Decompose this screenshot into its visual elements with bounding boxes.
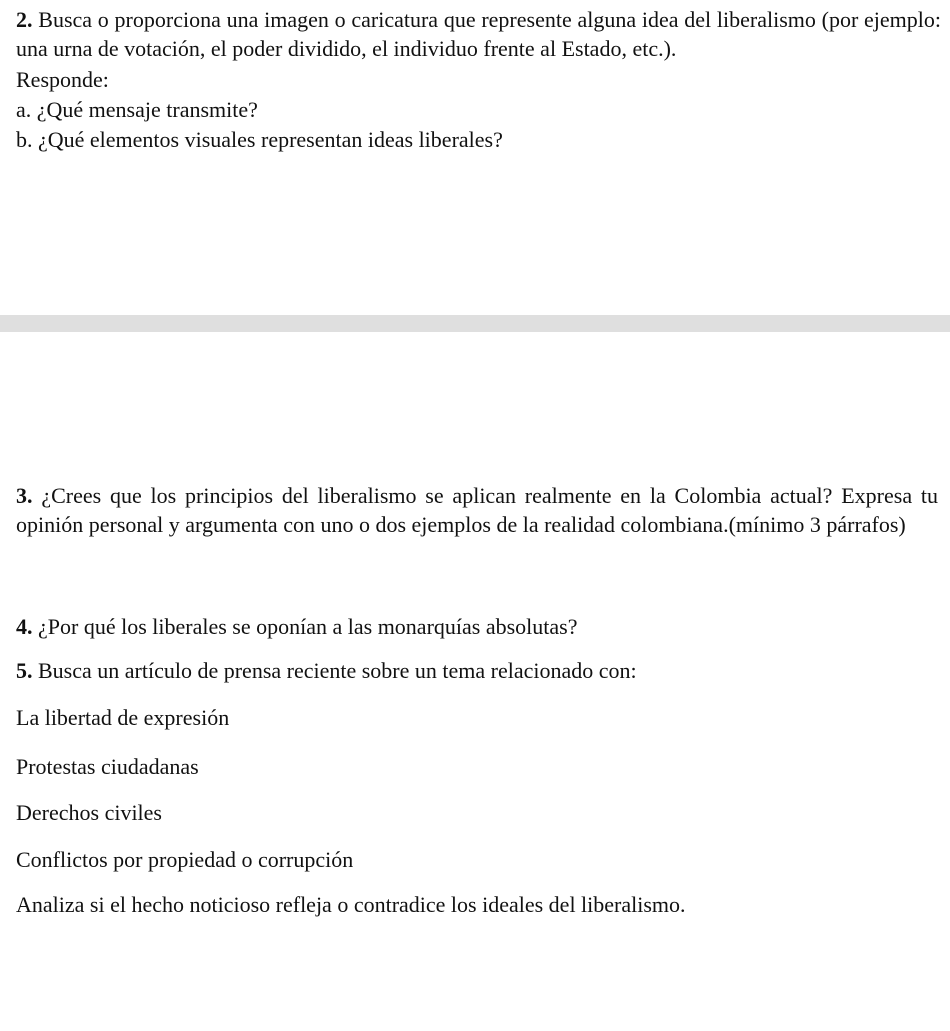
- question-4: [16, 614, 577, 640]
- question-2-text: Busca o proporciona una imagen o caricatura que represente alguna idea del liberalismo (por ejemplo: una urna de votación, el poder dividido, el individuo frente al Estado, etc.).: [16, 7, 942, 61]
- question-4-text: ¿Por qué los liberales se oponían a las monarquías absolutas?: [38, 614, 578, 639]
- page-divider: [0, 315, 950, 332]
- question-number: 3.: [16, 483, 33, 508]
- topic-item: Derechos civiles: [16, 800, 162, 825]
- question-5-closing: Analiza si el hecho noticioso refleja o contradice los ideales del liberalismo.: [16, 892, 686, 917]
- topic-item: Conflictos por propiedad o corrupción: [16, 847, 354, 872]
- question-number: 4.: [16, 614, 33, 639]
- topic-item: Protestas ciudadanas: [16, 754, 199, 779]
- question-2a: a. ¿Qué mensaje transmite?: [16, 97, 258, 122]
- question-2b: b. ¿Qué elementos visuales representan ideas liberales?: [16, 127, 503, 152]
- question-2: [16, 5, 941, 63]
- respond-label: Responde:: [16, 67, 109, 92]
- question-number: 2.: [16, 7, 33, 32]
- question-5: [16, 658, 637, 684]
- topic-item: La libertad de expresión: [16, 705, 230, 730]
- question-5-text: Busca un artículo de prensa reciente sobre un tema relacionado con:: [38, 658, 637, 683]
- question-3-text: ¿Crees que los principios del liberalismo se aplican realmente en la Colombia actual? Expresa tu opinión personal y argumenta con uno o dos ejemplos de la realidad colombiana.(mínimo 3 párrafos): [16, 483, 939, 537]
- question-3: [16, 481, 938, 539]
- question-number: 5.: [16, 658, 33, 683]
